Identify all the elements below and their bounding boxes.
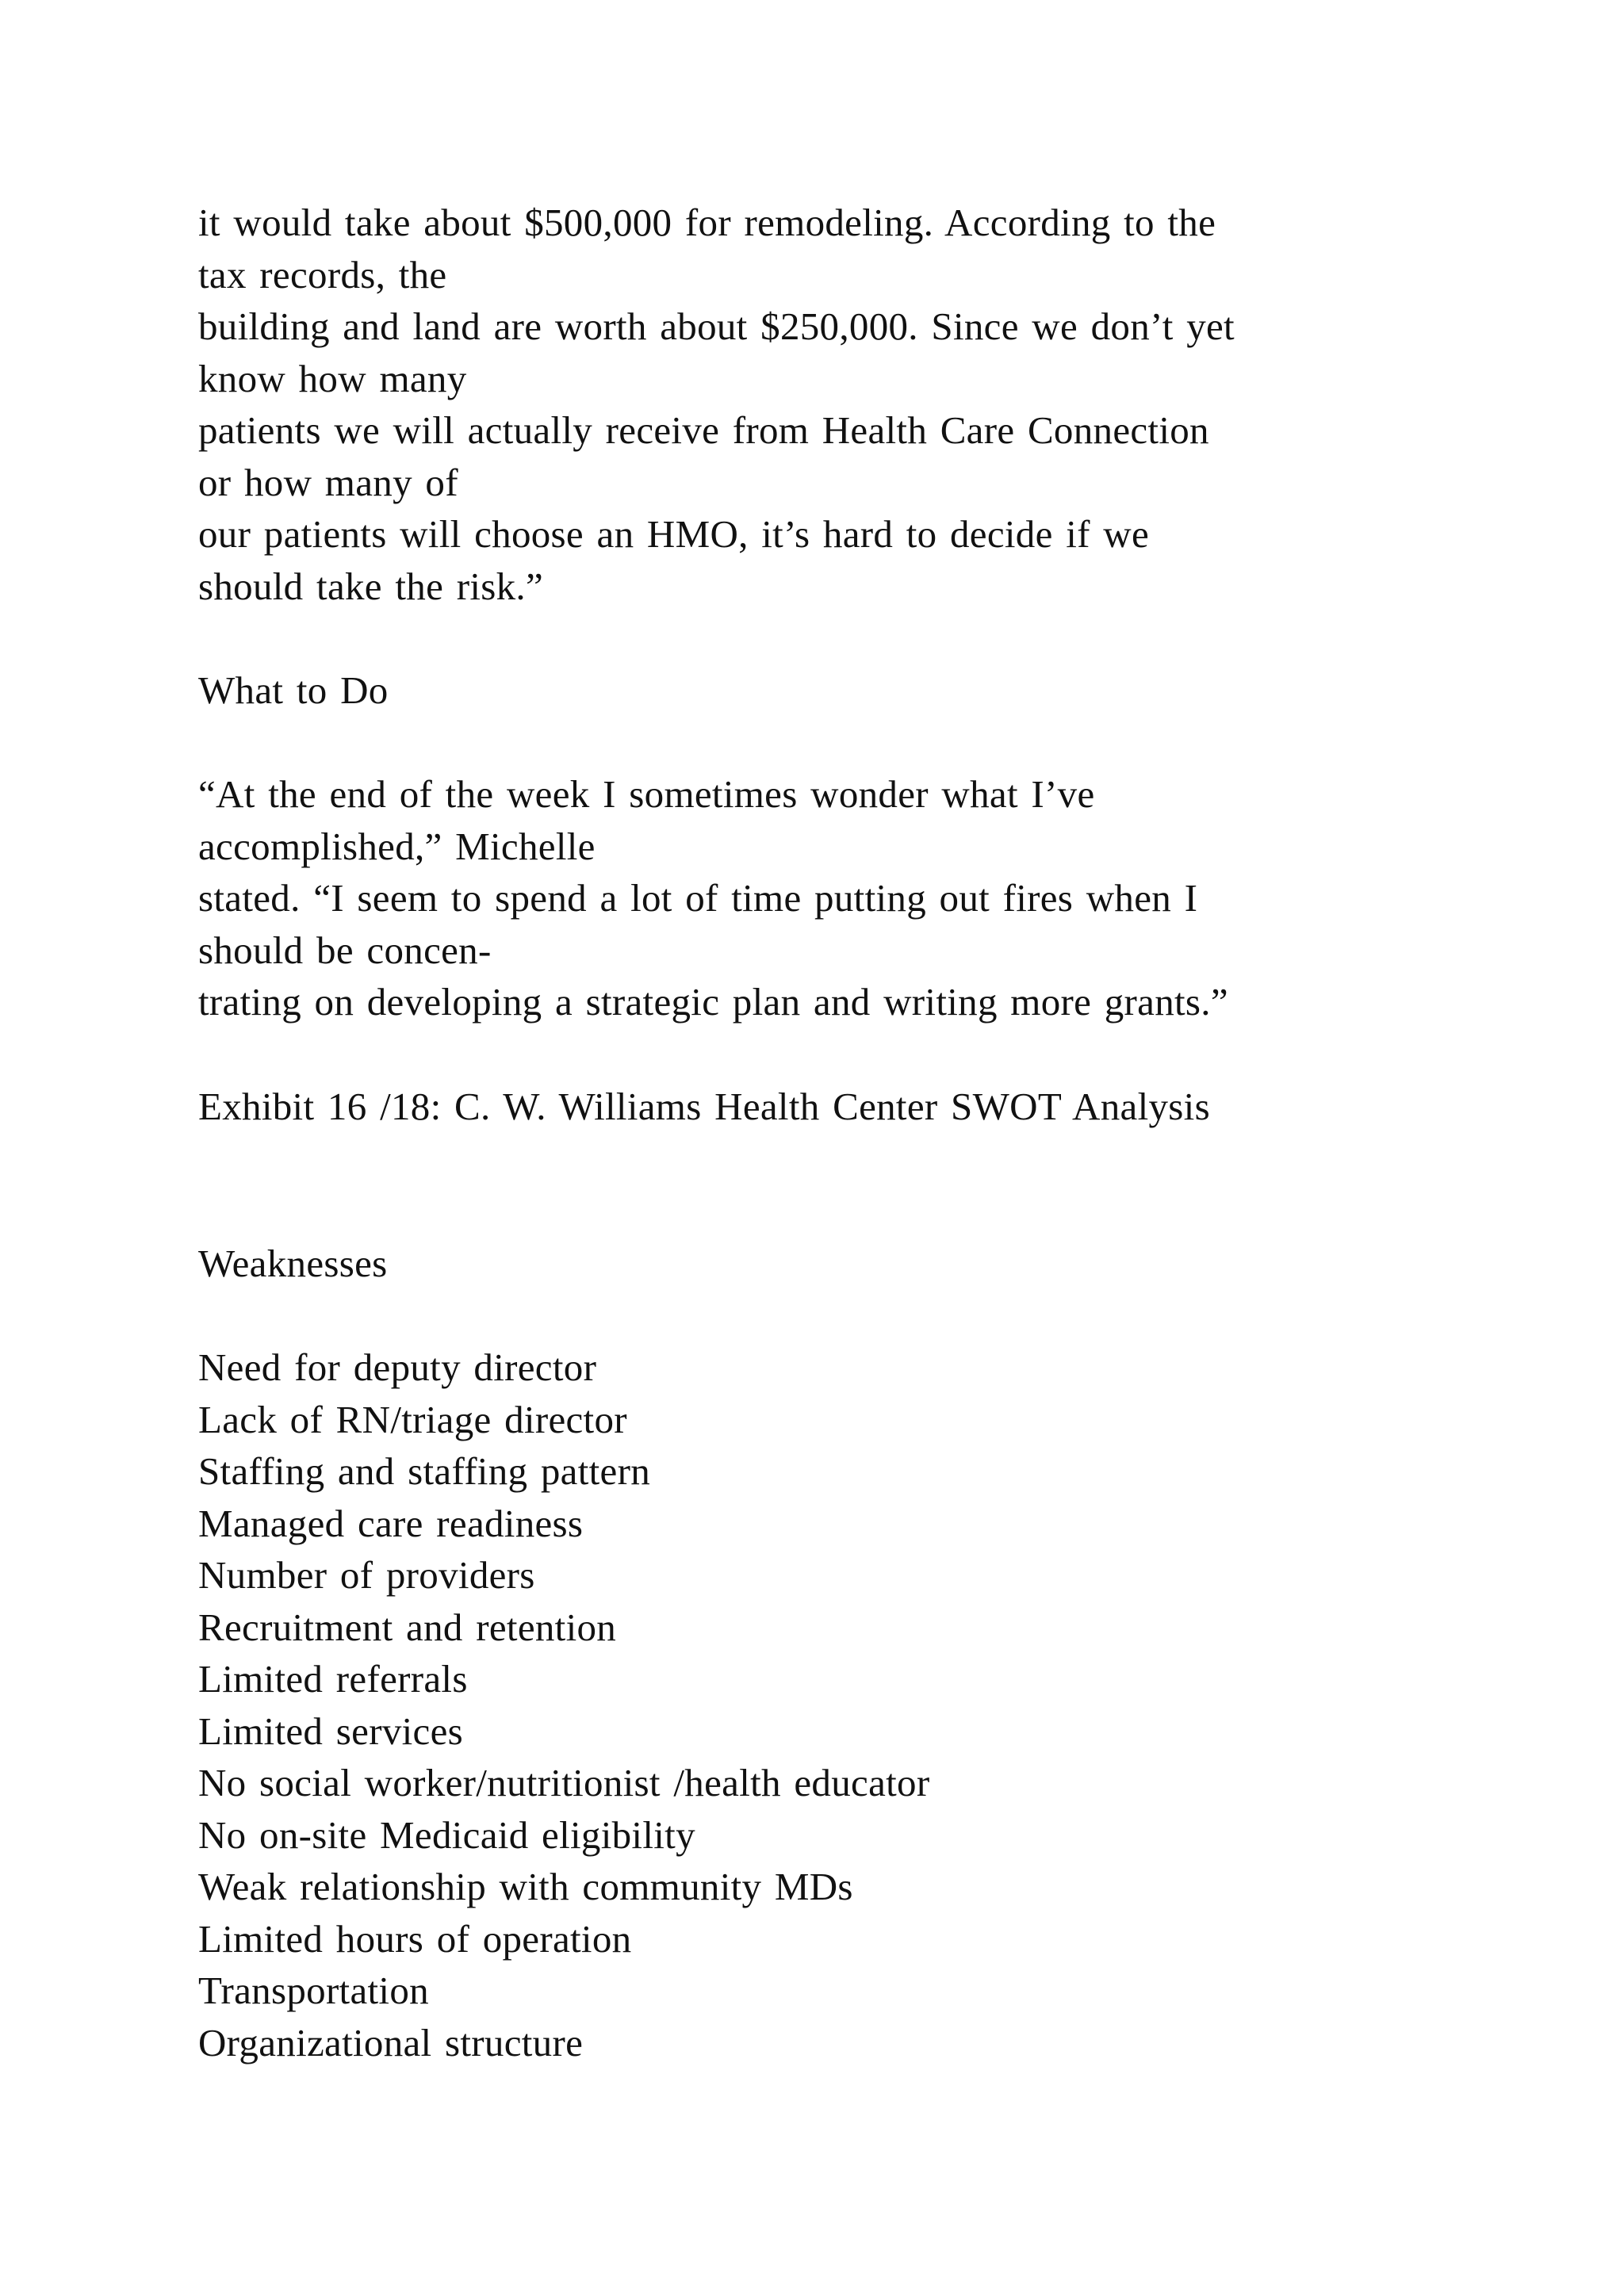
list-item: Weak relationship with community MDs	[198, 1865, 853, 1908]
text-line: building and land are worth about $250,000. Since we don’t yet	[198, 304, 1235, 348]
list-item: No on-site Medicaid eligibility	[198, 1812, 695, 1857]
list-item: Limited services	[198, 1709, 463, 1753]
text-line: it would take about $500,000 for remodeling. According to the	[198, 201, 1216, 244]
section-heading: What to Do	[198, 668, 389, 712]
list-item: Lack of RN/triage director	[198, 1397, 627, 1441]
text-line: should take the risk.”	[198, 564, 544, 608]
weaknesses-heading: Weaknesses	[198, 1242, 388, 1285]
text-line: know how many	[198, 356, 467, 400]
list-item: Number of providers	[198, 1553, 535, 1597]
list-item: Limited hours of operation	[198, 1916, 632, 1961]
list-item: Need for deputy director	[198, 1345, 597, 1389]
list-item: Staffing and staffing pattern	[198, 1449, 651, 1493]
list-item: Organizational structure	[198, 2020, 584, 2064]
text-line: stated. “I seem to spend a lot of time putting out fires when I	[198, 876, 1198, 920]
text-line: patients we will actually receive from Health Care Connection	[198, 408, 1209, 452]
weaknesses-list	[198, 1341, 1467, 2068]
list-item: Transportation	[198, 1969, 429, 2012]
text-line: our patients will choose an HMO, it’s hard to decide if we	[198, 512, 1150, 556]
paragraph-remodeling-cost	[198, 197, 1467, 612]
text-line: “At the end of the week I sometimes wonder what I’ve	[198, 772, 1095, 816]
list-item: Limited referrals	[198, 1657, 468, 1701]
paragraph-michelle-quote	[198, 768, 1467, 1028]
list-item: Managed care readiness	[198, 1501, 584, 1545]
text-line: trating on developing a strategic plan and writing more grants.”	[198, 980, 1228, 1024]
list-item: No social worker/nutritionist /health educator	[198, 1761, 930, 1804]
text-line: accomplished,” Michelle	[198, 824, 596, 868]
text-line: tax records, the	[198, 252, 447, 297]
list-item: Recruitment and retention	[198, 1605, 617, 1649]
text-line: should be concen-	[198, 928, 492, 972]
text-line: or how many of	[198, 460, 458, 504]
exhibit-title: Exhibit 16 /18: C. W. Williams Health Center SWOT Analysis	[198, 1085, 1210, 1128]
